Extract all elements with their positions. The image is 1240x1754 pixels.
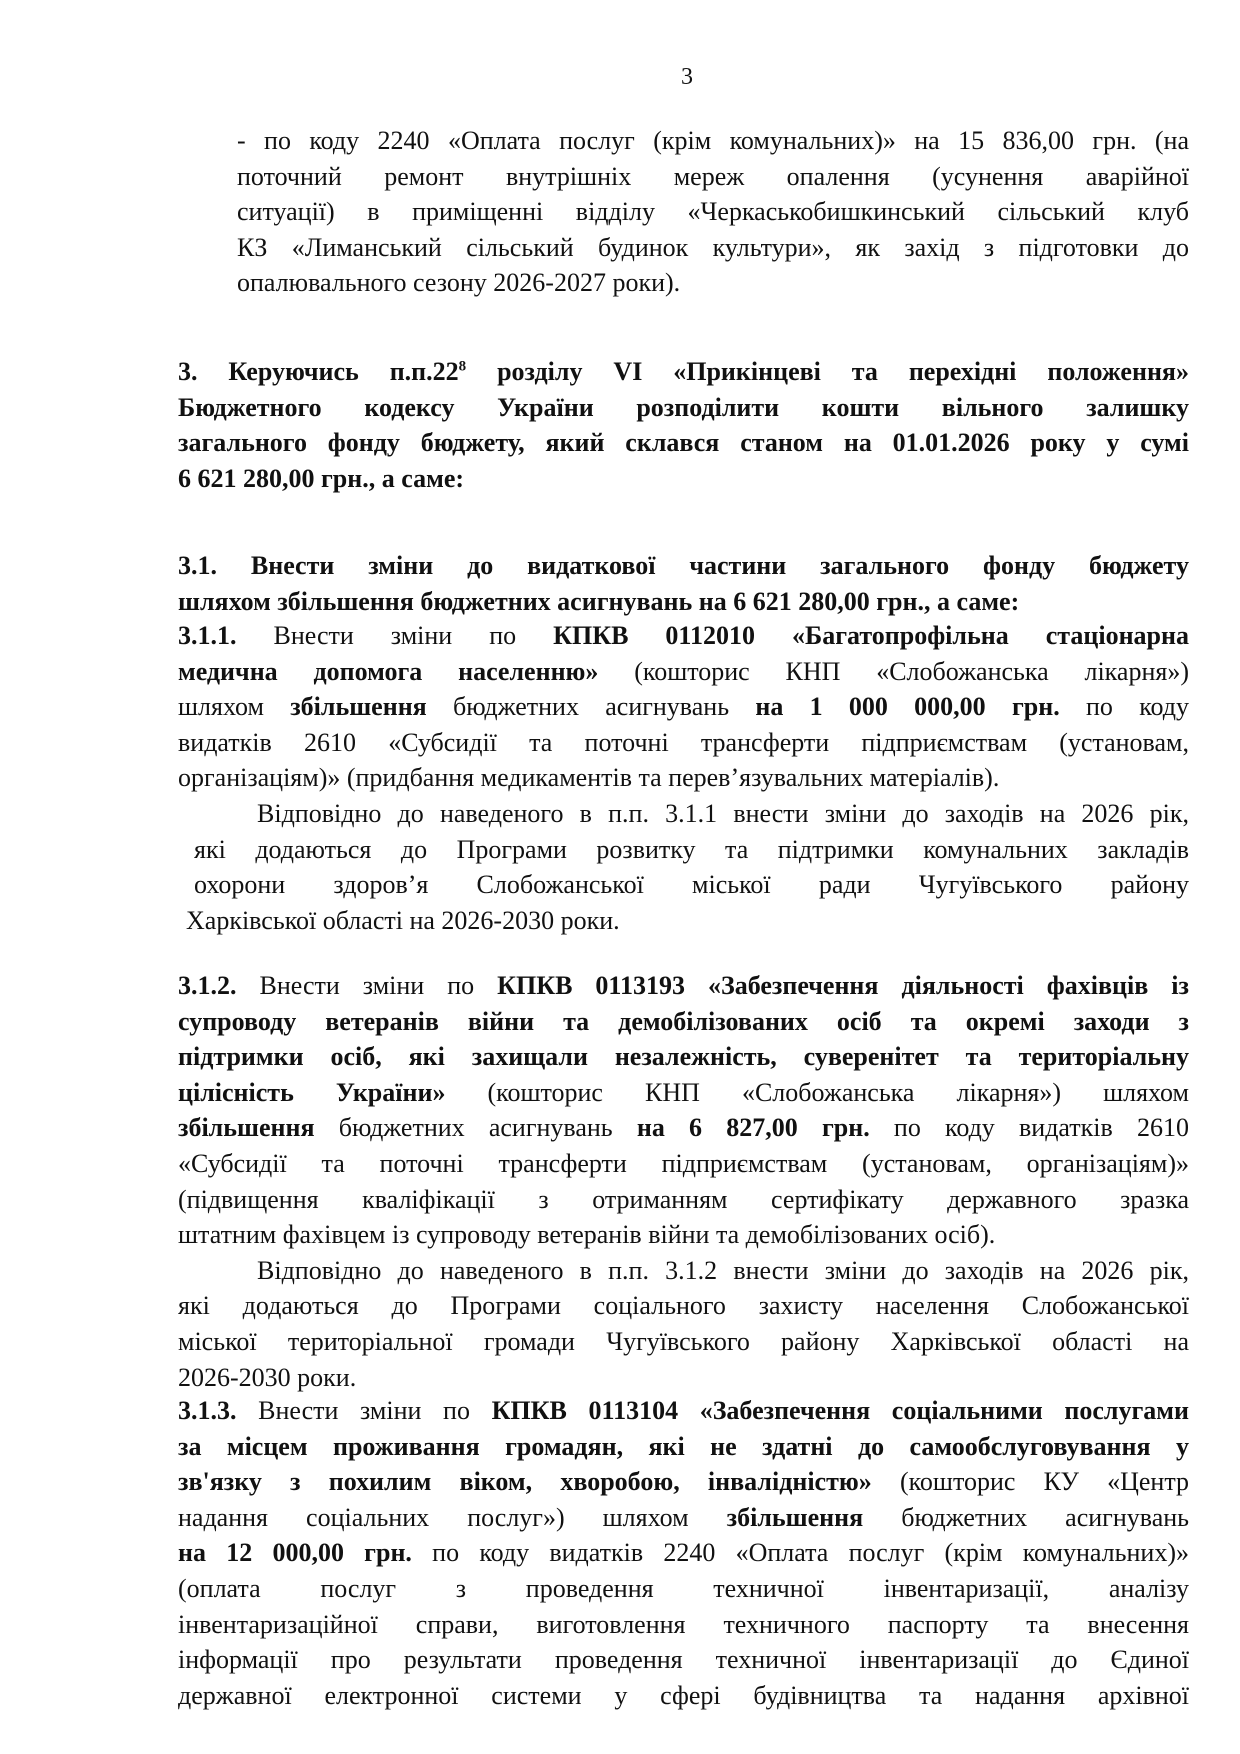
text-line bbox=[178, 968, 1189, 1004]
text-line bbox=[186, 903, 1189, 939]
bold-text: 3.1. Внести зміни до видаткової частини загального фонду бюджету bbox=[178, 551, 1189, 580]
text-run: бюджетних асигнувань bbox=[863, 1502, 1190, 1532]
text-line bbox=[178, 760, 1189, 796]
text-line bbox=[178, 1110, 1189, 1146]
bold-text: 3.1.1. bbox=[178, 621, 237, 650]
text-run: по коду bbox=[1059, 692, 1189, 722]
page-number: 3 bbox=[681, 64, 693, 90]
text-run: - по коду 2240 «Оплата послуг (крім комунальних)» на 15 836,00 грн. (на bbox=[237, 126, 1189, 155]
bold-text: загального фонду бюджету, який склався станом на 01.01.2026 року у сумі bbox=[178, 428, 1189, 458]
text-line bbox=[178, 548, 1189, 584]
text-run: ситуації) в приміщенні відділу «Черкаськобишкинський сільський клуб bbox=[237, 197, 1189, 227]
text-run: КЗ «Лиманський сільський будинок культури», як захід з підготовки до bbox=[237, 232, 1189, 262]
bold-text: збільшення bbox=[726, 1502, 864, 1532]
bold-text: 3. Керуючись п.п.22 bbox=[178, 357, 459, 386]
text-run: (кошторис КНП «Слобожанська лікарня») шляхом bbox=[445, 1077, 1189, 1107]
text-line bbox=[178, 1217, 1189, 1253]
text-run: штатним фахівцем із супроводу ветеранів війни та демобілізованих осіб). bbox=[178, 1220, 996, 1250]
text-run: Відповідно до наведеного в п.п. 3.1.1 внести зміни до заходів на 2026 рік, bbox=[257, 799, 1189, 828]
text-line bbox=[237, 265, 1189, 301]
text-line bbox=[178, 689, 1189, 725]
text-run: бюджетних асигнувань bbox=[426, 692, 756, 722]
text-line bbox=[178, 461, 1189, 497]
text-line bbox=[178, 1607, 1189, 1643]
superscript-text: 8 bbox=[458, 358, 467, 375]
text-run: (кошторис КУ «Центр bbox=[871, 1467, 1189, 1497]
text-line bbox=[178, 1288, 1189, 1324]
bold-text: КПКВ 0112010 «Багатопрофільна стаціонарна bbox=[553, 621, 1189, 650]
text-line bbox=[178, 1464, 1189, 1500]
bold-text: 6 621 280,00 грн., а саме: bbox=[178, 463, 465, 493]
text-run: (підвищення кваліфікації з отриманням сертифікату державного зразка bbox=[178, 1184, 1189, 1214]
text-line bbox=[237, 194, 1189, 230]
bold-text: підтримки осіб, які захищали незалежність, суверенітет та територіальну bbox=[178, 1042, 1189, 1072]
text-run: (кошторис КНП «Слобожанська лікарня») bbox=[598, 656, 1189, 686]
text-line bbox=[178, 1429, 1189, 1465]
text-line bbox=[178, 1004, 1189, 1040]
text-line bbox=[178, 1146, 1189, 1182]
text-run: інформації про результати проведення техничної інвентаризації до Єдиної bbox=[178, 1645, 1189, 1675]
text-run: охорони здоров’я Слобожанської міської ради Чугуївського району bbox=[194, 870, 1189, 900]
text-run: опалювального сезону 2026-2027 роки). bbox=[237, 268, 681, 298]
text-run: міської територіальної громади Чугуївського району Харківської області на bbox=[178, 1327, 1189, 1356]
bold-text: на 12 000,00 грн. bbox=[178, 1538, 412, 1568]
text-run: надання соціальних послуг») шляхом bbox=[178, 1502, 727, 1532]
bold-text: Бюджетного кодексу України розподілити кошти вільного залишку bbox=[178, 392, 1189, 422]
text-run: по коду видатків 2610 bbox=[869, 1113, 1189, 1143]
bold-text: КПКВ 0113193 «Забезпечення діяльності фахівців із bbox=[497, 971, 1189, 1000]
bold-text: 3.1.3. bbox=[178, 1396, 237, 1425]
bold-text: цілісність України» bbox=[178, 1077, 446, 1107]
bold-text: супроводу ветеранів війни та демобілізованих осіб та окремі заходи з bbox=[178, 1006, 1189, 1036]
bold-text: збільшення bbox=[290, 692, 427, 722]
text-line bbox=[178, 1500, 1189, 1536]
text-line bbox=[178, 1182, 1189, 1218]
bold-text: КПКВ 0113104 «Забезпечення соціальними послугами bbox=[491, 1396, 1189, 1425]
bold-text: за місцем проживання громадян, які не здатні до самообслуговування у bbox=[178, 1431, 1189, 1461]
text-line bbox=[257, 796, 1189, 832]
text-run: «Субсидії та поточні трансферти підприємствам (установам, організаціям)» bbox=[178, 1149, 1189, 1178]
text-run: видатків 2610 «Субсидії та поточні трансферти підприємствам (установам, bbox=[178, 727, 1189, 757]
text-line bbox=[178, 1360, 1189, 1396]
text-run: шляхом bbox=[178, 692, 291, 722]
text-line bbox=[178, 1678, 1189, 1714]
text-run: інвентаризаційної справи, виготовлення техничного паспорту та внесення bbox=[178, 1609, 1189, 1639]
text-line bbox=[178, 1642, 1189, 1678]
text-line bbox=[178, 1535, 1189, 1571]
text-line bbox=[178, 425, 1189, 461]
text-line bbox=[237, 159, 1189, 195]
text-run: Харківської області на 2026-2030 роки. bbox=[186, 905, 620, 935]
bold-text: розділу VI «Прикінцеві та перехідні положення» bbox=[466, 357, 1189, 386]
text-line bbox=[194, 867, 1189, 903]
text-run: Внести зміни по bbox=[236, 971, 498, 1000]
text-run: бюджетних асигнувань bbox=[314, 1113, 637, 1143]
text-run: 2026-2030 роки. bbox=[178, 1362, 357, 1392]
text-line bbox=[178, 354, 1189, 390]
bold-text: зв'язку з похилим віком, хворобою, інвалідністю» bbox=[178, 1467, 872, 1497]
text-line bbox=[178, 654, 1189, 690]
text-run: державної електронної системи у сфері будівництва та надання архівної bbox=[178, 1680, 1189, 1710]
text-run: поточний ремонт внутрішніх мереж опалення (усунення аварійної bbox=[237, 161, 1189, 191]
text-run: (оплата послуг з проведення техничної інвентаризації, аналізу bbox=[178, 1574, 1189, 1603]
text-run: які додаються до Програми соціального захисту населення Слобожанської bbox=[178, 1291, 1189, 1321]
text-line bbox=[178, 1324, 1189, 1360]
bold-text: шляхом збільшення бюджетних асигнувань на 6 621 280,00 грн., а саме: bbox=[178, 586, 1020, 616]
text-line bbox=[178, 390, 1189, 426]
text-run: організаціям)» (придбання медикаментів та перев’язувальних матеріалів). bbox=[178, 763, 1000, 793]
text-run: Відповідно до наведеного в п.п. 3.1.2 внести зміни до заходів на 2026 рік, bbox=[257, 1255, 1189, 1285]
bold-text: збільшення bbox=[178, 1113, 315, 1143]
text-run: Внести зміни по bbox=[236, 1396, 492, 1425]
text-line bbox=[178, 1075, 1189, 1111]
text-line bbox=[178, 618, 1189, 654]
bold-text: 3.1.2. bbox=[178, 971, 237, 1000]
text-line bbox=[178, 1393, 1189, 1429]
text-line bbox=[178, 1039, 1189, 1075]
text-line bbox=[237, 123, 1189, 159]
text-line bbox=[178, 1571, 1189, 1607]
text-line bbox=[194, 832, 1189, 868]
text-run: які додаються до Програми розвитку та підтримки комунальних закладів bbox=[194, 834, 1189, 864]
bold-text: на 1 000 000,00 грн. bbox=[755, 692, 1060, 722]
text-run: по коду видатків 2240 «Оплата послуг (крім комунальних)» bbox=[411, 1538, 1190, 1568]
text-line bbox=[257, 1253, 1189, 1289]
bold-text: медична допомога населенню» bbox=[178, 656, 599, 686]
text-line bbox=[237, 230, 1189, 266]
text-run: Внести зміни по bbox=[236, 621, 554, 650]
bold-text: на 6 827,00 грн. bbox=[636, 1113, 870, 1143]
text-line bbox=[178, 584, 1189, 620]
text-line bbox=[178, 725, 1189, 761]
